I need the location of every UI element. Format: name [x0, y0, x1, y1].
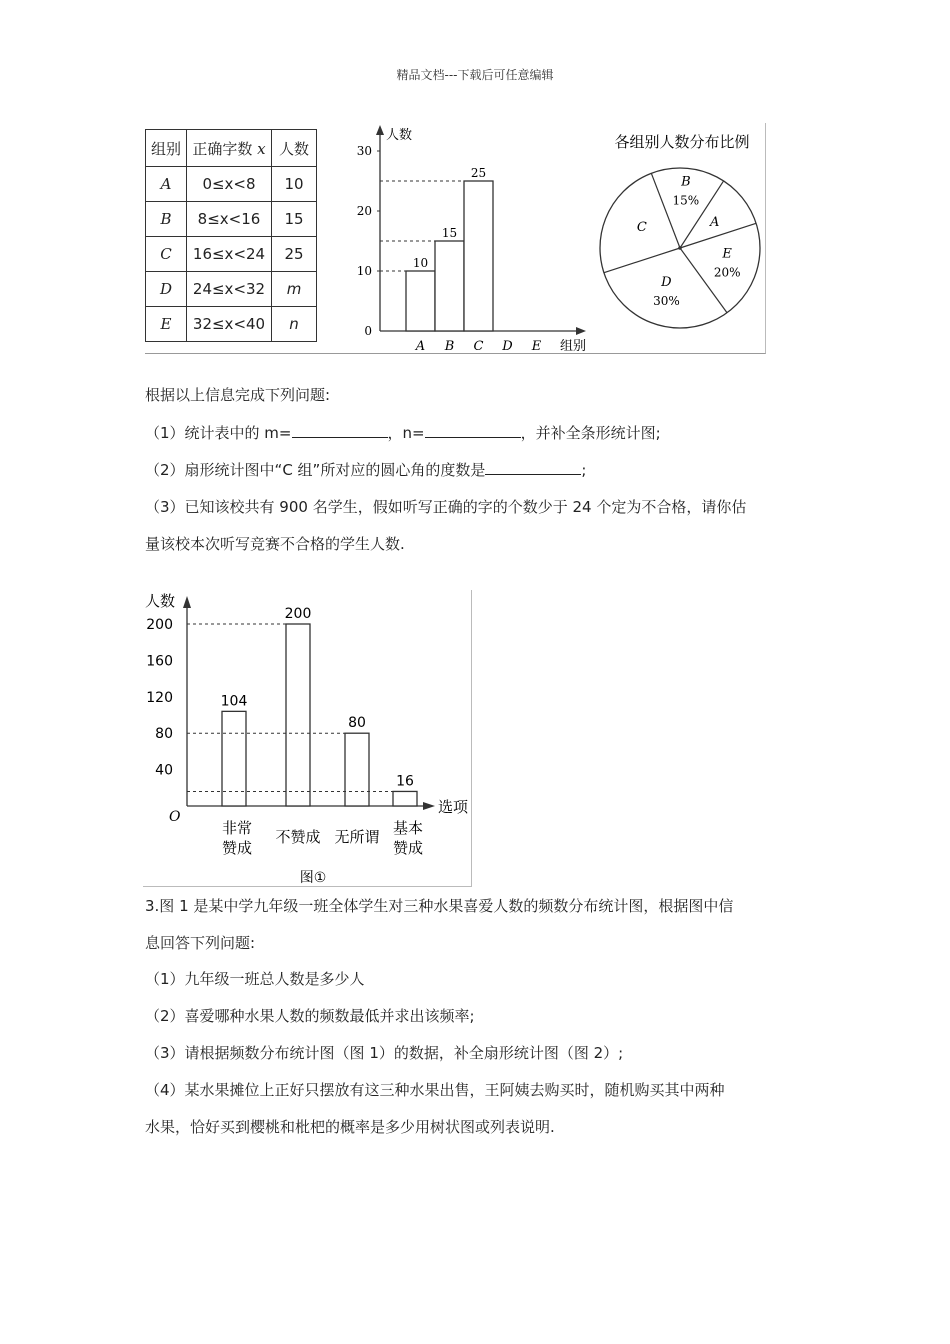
x-tick-label: 赞成 [221, 839, 253, 857]
cell-range: 24≤x<32 [187, 272, 272, 307]
x-tick-label: C [473, 339, 484, 353]
bar-chart-opinions [143, 590, 471, 886]
y-axis-label: 人数 [386, 128, 413, 143]
pie-slice-label: E [722, 246, 732, 262]
y-tick-label: 30 [356, 144, 372, 158]
y-tick-label: 200 [146, 617, 173, 633]
problem-3-question-1: （1）九年级一班总人数是多少人 [145, 970, 365, 988]
pie-slice-value: 30% [653, 293, 680, 308]
bar-data-label: 10 [412, 256, 429, 270]
problem-3-question-4-line-1: （4）某水果摊位上正好只摆放有这三种水果出售，王阿姨去购买时，随机购买其中两种 [145, 1081, 725, 1099]
cell-range: 16≤x<24 [187, 237, 272, 272]
bar [464, 181, 493, 331]
question-2: （2）扇形统计图中“C 组”所对应的圆心角的度数是 ; [145, 461, 587, 479]
question-3-line-1: （3）已知该校共有 900 名学生，假如听写正确的字的个数少于 24 个定为不合格，请你估 [145, 498, 747, 516]
problem-3-question-3: （3）请根据频数分布统计图（图 1）的数据，补全扇形统计图（图 2）; [145, 1044, 624, 1062]
y-tick-label: 120 [146, 689, 173, 706]
problem-3-question-2: （2）喜爱哪种水果人数的频数最低并求出该频率; [145, 1007, 475, 1025]
pie-chart-groups [595, 123, 765, 353]
x-axis-arrow [576, 327, 586, 335]
bar [393, 791, 417, 806]
x-tick-label: A [415, 339, 426, 353]
table-header-row [146, 130, 317, 167]
x-tick-label: 赞成 [392, 839, 424, 857]
question-intro: 根据以上信息完成下列问题: [145, 386, 331, 404]
cell-group: C [146, 237, 187, 272]
y-tick-label: 0 [364, 324, 372, 338]
y-axis-label: 人数 [145, 592, 176, 610]
cell-group: E [146, 307, 187, 342]
question-1: （1）统计表中的 m= ，n= ，并补全条形统计图; [145, 424, 661, 442]
x-tick-label: D [502, 339, 513, 353]
y-tick-label: 10 [356, 264, 372, 278]
y-axis-arrow [376, 125, 384, 135]
bar-data-label: 25 [470, 166, 487, 180]
pie-slice-label: D [661, 274, 672, 290]
bar-data-label: 104 [220, 693, 248, 710]
figure-caption: 图① [299, 870, 327, 886]
cell-count: n [272, 307, 317, 342]
figure-2 [143, 590, 472, 887]
bar [406, 271, 435, 331]
pie-center [678, 246, 682, 250]
x-tick-label: B [444, 339, 455, 353]
pie-slice-value: 20% [713, 265, 741, 280]
y-axis-arrow [183, 596, 191, 608]
answer-blank-angle[interactable] [485, 460, 581, 475]
x-axis-arrow [423, 802, 435, 810]
table-row [146, 167, 317, 202]
x-axis-label: 组别 [560, 339, 587, 353]
pie-slice-label: B [681, 174, 691, 190]
bar-data-label: 16 [396, 773, 414, 790]
cell-count: 10 [272, 167, 317, 202]
cell-group: A [146, 167, 187, 202]
bar [286, 624, 310, 806]
x-axis-label: 选项 [438, 798, 469, 816]
question-3-line-2: 量该校本次听写竞赛不合格的学生人数. [145, 535, 405, 553]
header-group: 组别 [146, 130, 187, 167]
pie-title: 各组别人数分布比例 [614, 133, 750, 151]
x-tick-label: 基本 [392, 819, 424, 837]
cell-count: 15 [272, 202, 317, 237]
cell-range: 32≤x<40 [187, 307, 272, 342]
x-tick-label: 不赞成 [275, 828, 321, 846]
cell-range: 0≤x<8 [187, 167, 272, 202]
pie-slice-label: C [636, 220, 647, 235]
problem-3-line-1: 3.图 1 是某中学九年级一班全体学生对三种水果喜爱人数的频数分布统计图，根据图中信 [145, 897, 734, 915]
header-people: 人数 [272, 130, 317, 167]
x-tick-label: 非常 [221, 819, 253, 837]
page-header: 精品文档---下载后可任意编辑 [396, 68, 554, 82]
table-row [146, 202, 317, 237]
figure-1 [145, 123, 766, 354]
cell-group: B [146, 202, 187, 237]
cell-range: 8≤x<16 [187, 202, 272, 237]
problem-3-question-4-line-2: 水果，恰好买到樱桃和枇杷的概率是多少用树状图或列表说明. [145, 1118, 555, 1136]
pie-slice-value: 15% [672, 193, 700, 208]
y-tick-label: 80 [155, 726, 173, 743]
answer-blank-m[interactable] [292, 423, 388, 438]
bar-data-label: 15 [441, 226, 458, 240]
pie-slice-label: A [709, 214, 720, 230]
y-tick-label: 20 [356, 204, 372, 218]
origin-label: O [169, 809, 181, 825]
header-correct-count: 正确字数 x [187, 130, 272, 167]
bar-chart-groups [350, 123, 595, 353]
y-tick-label: 40 [155, 762, 173, 779]
problem-3-line-2: 息回答下列问题: [145, 934, 256, 952]
x-tick-label: E [531, 339, 542, 353]
bar-data-label: 80 [348, 715, 366, 732]
group-table [145, 129, 317, 342]
answer-blank-n[interactable] [425, 423, 521, 438]
table-row [146, 237, 317, 272]
table-row [146, 307, 317, 342]
cell-count: 25 [272, 237, 317, 272]
bar-data-label: 200 [284, 606, 312, 622]
bar [345, 733, 369, 806]
y-tick-label: 160 [146, 653, 173, 670]
cell-count: m [272, 272, 317, 307]
bar [435, 241, 464, 331]
table-row [146, 272, 317, 307]
x-tick-label: 无所谓 [334, 828, 380, 846]
cell-group: D [146, 272, 187, 307]
